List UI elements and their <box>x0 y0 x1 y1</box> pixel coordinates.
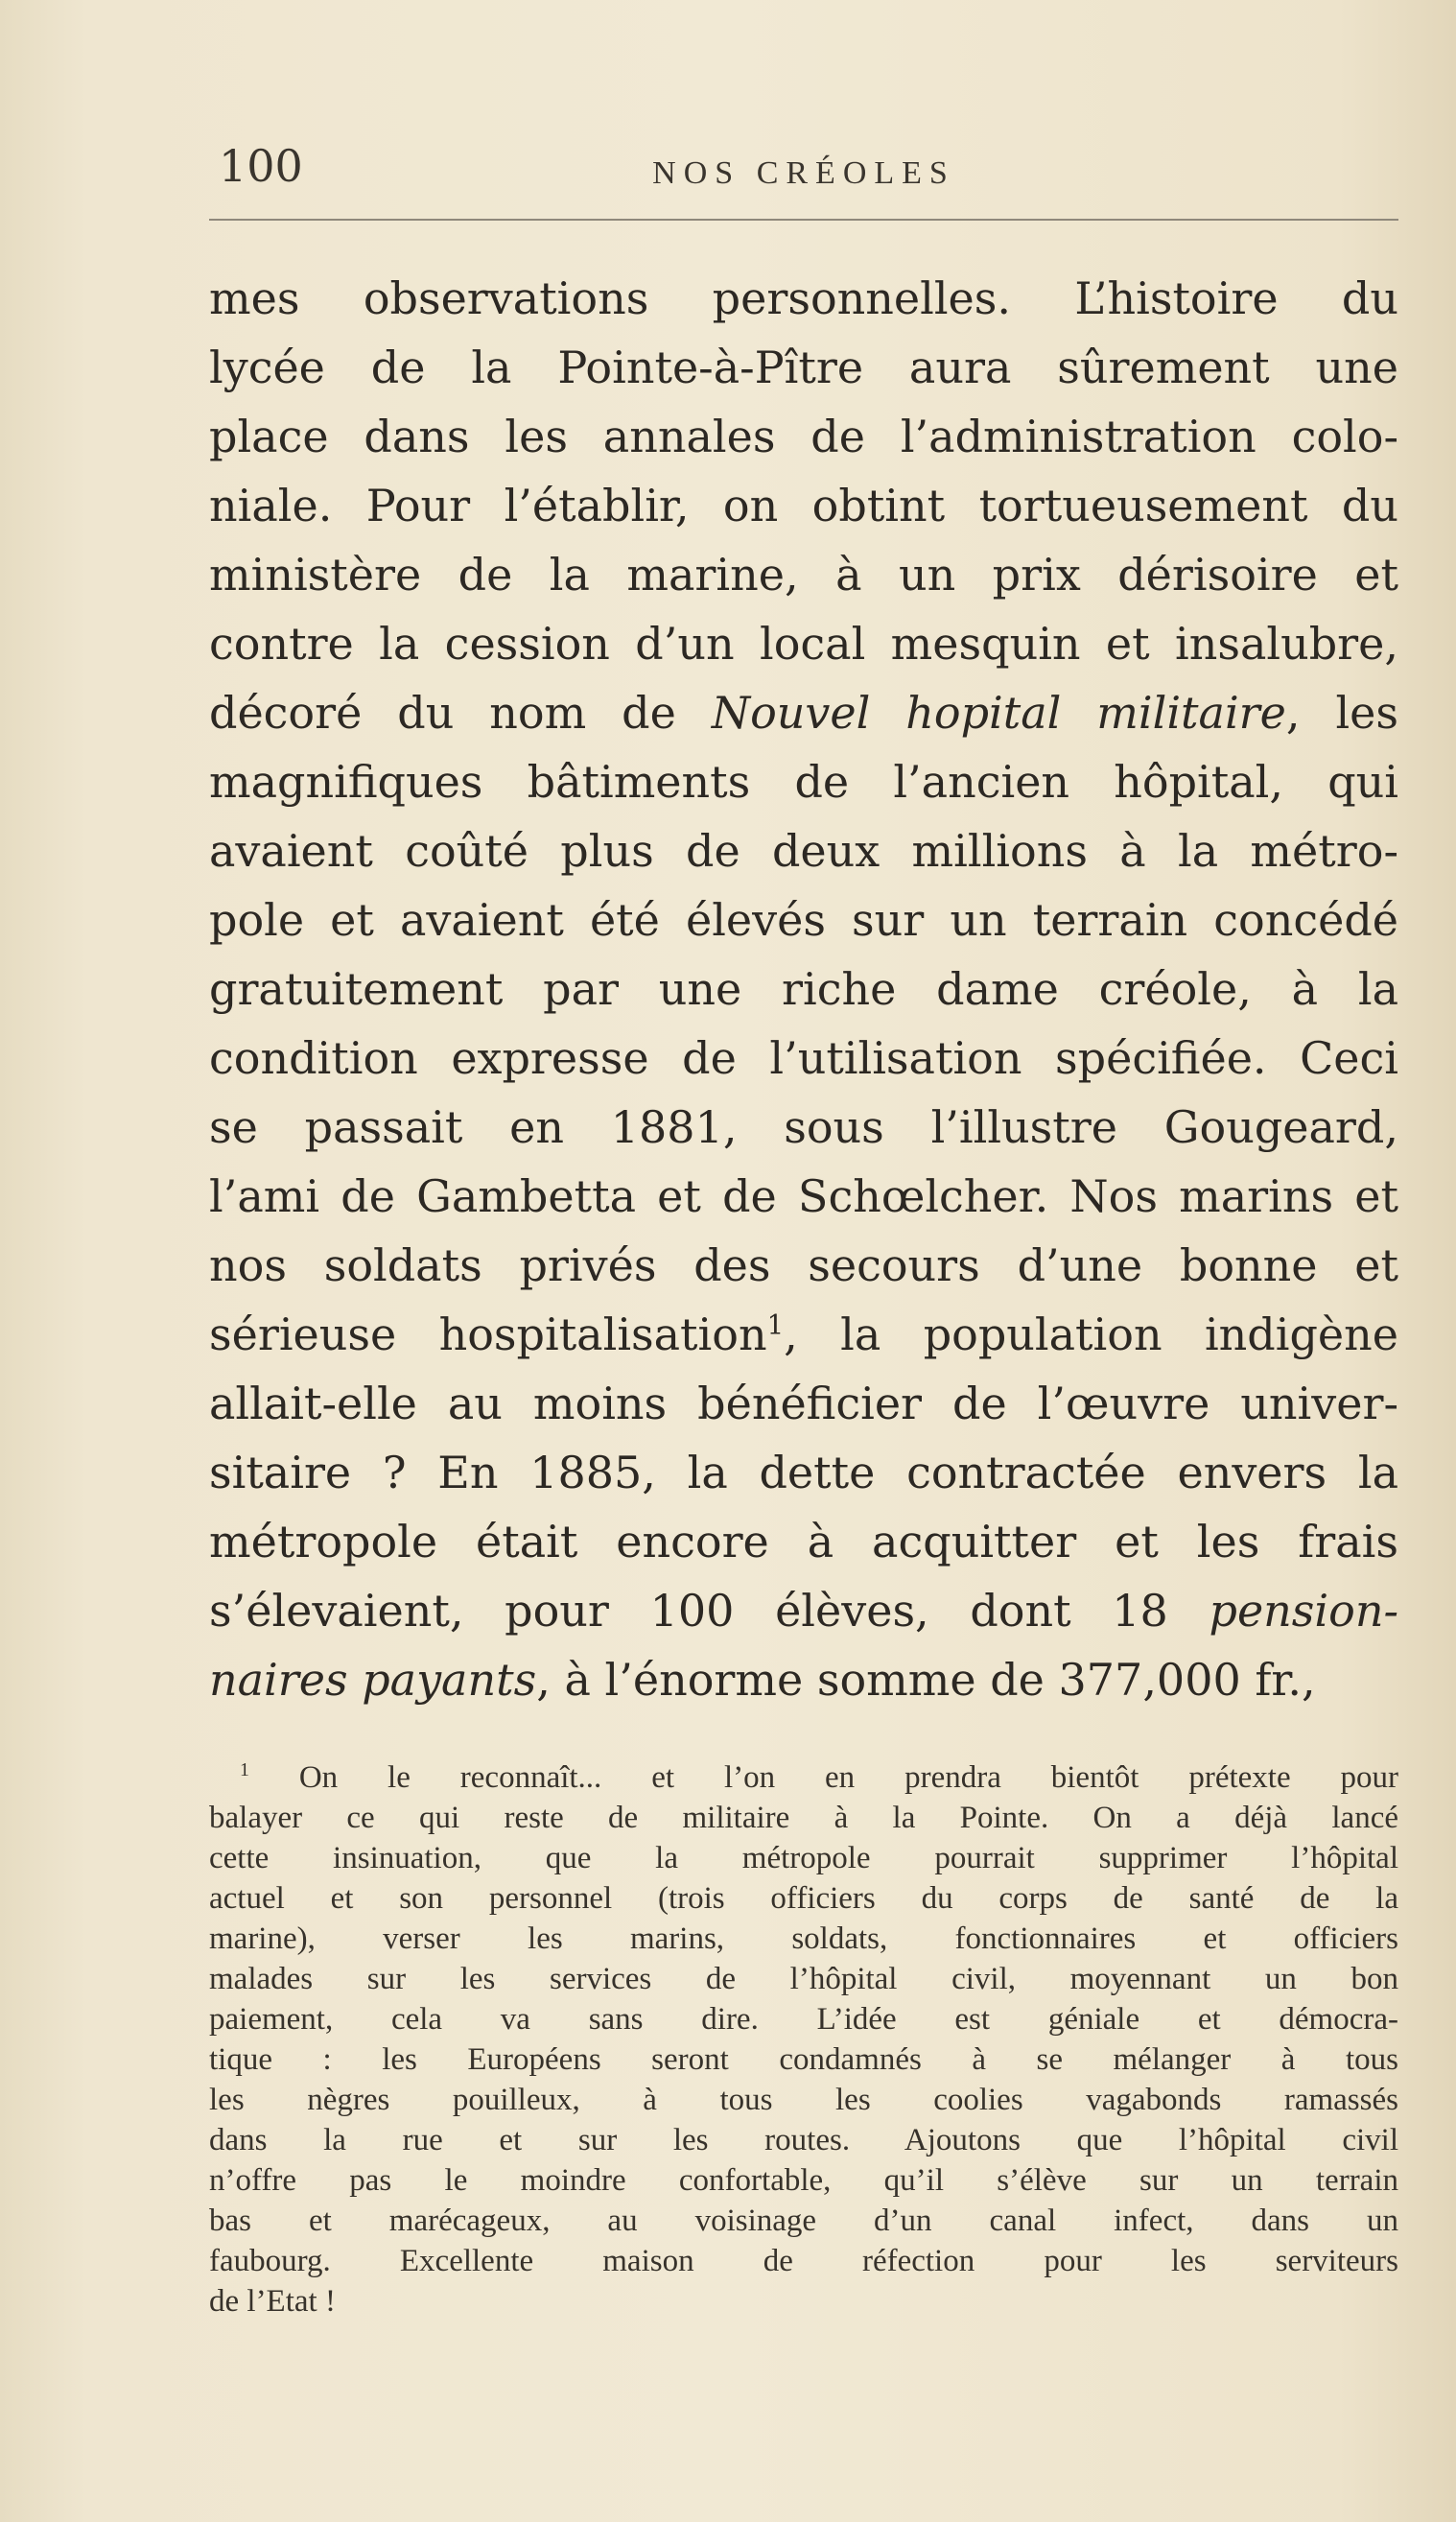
body-line: magnifiques bâtiments de l’ancien hôpital, qui <box>209 756 1398 808</box>
body-line: mes observations personnelles. L’histoire du <box>209 272 1398 324</box>
footnote-reference: 1 <box>766 1308 785 1341</box>
footnote-marker: 1 <box>240 1759 249 1780</box>
body-text-segment: , à l’énorme somme de 377,000 fr., <box>536 1654 1316 1706</box>
footnote-line: tique : les Européens seront condamnés à se mélanger à tous <box>209 2042 1398 2077</box>
body-text-segment: s’élevaient, pour 100 élèves, dont 18 <box>209 1585 1168 1637</box>
body-line: contre la cession d’un local mesquin et insalubre, <box>209 618 1398 670</box>
body-text-segment: sérieuse hospitalisation <box>209 1308 767 1360</box>
body-line: place dans les annales de l’administration colo- <box>209 411 1398 462</box>
body-line: nos soldats privés des secours d’une bonne et <box>209 1239 1398 1291</box>
footnote-line: bas et marécageux, au voisinage d’un canal infect, dans un <box>209 2204 1398 2238</box>
body-line: niale. Pour l’établir, on obtint tortueusement du <box>209 480 1398 531</box>
footnote-line: marine), verser les marins, soldats, fonctionnaires et officiers <box>209 1921 1398 1956</box>
body-text-segment: , la population indigène <box>784 1308 1398 1360</box>
italic-segment: naires payants <box>209 1654 537 1706</box>
italic-title-segment: Nouvel hopital militaire <box>711 687 1286 739</box>
body-line: ministère de la marine, à un prix dérisoire et <box>209 549 1398 601</box>
footnote-line: balayer ce qui reste de militaire à la Pointe. On a déjà lancé <box>209 1801 1398 1835</box>
body-line: sitaire ? En 1885, la dette contractée envers la <box>209 1447 1398 1498</box>
footnote-line: faubourg. Excellente maison de réfection pour les serviteurs <box>209 2244 1398 2278</box>
footnote-line: cette insinuation, que la métropole pourrait supprimer l’hôpital <box>209 1841 1398 1875</box>
footnote-line <box>209 1757 1398 1798</box>
body-line: lycée de la Pointe-à-Pître aura sûrement une <box>209 342 1398 393</box>
body-line: condition expresse de l’utilisation spécifiée. Ceci <box>209 1032 1398 1084</box>
footnote-line: les nègres pouilleux, à tous les coolies vagabonds ramassés <box>209 2083 1398 2117</box>
body-text-segment: décoré du nom de <box>209 687 676 739</box>
body-line: pole et avaient été élevés sur un terrain concédé <box>209 894 1398 946</box>
footnote-line: n’offre pas le moindre confortable, qu’il s’élève sur un terrain <box>209 2163 1398 2198</box>
body-line <box>209 1576 1398 1645</box>
footnote <box>209 1757 1398 2322</box>
running-title: NOS CRÉOLES <box>652 155 955 191</box>
body-line: l’ami de Gambetta et de Schœlcher. Nos marins et <box>209 1170 1398 1222</box>
body-line: gratuitement par une riche dame créole, à la <box>209 963 1398 1015</box>
footnote-line: malades sur les services de l’hôpital civil, moyennant un bon <box>209 1962 1398 1996</box>
body-line <box>209 678 1398 747</box>
body-text <box>209 264 1398 1714</box>
body-line: allait-elle au moins bénéficier de l’œuvre univer- <box>209 1378 1398 1429</box>
italic-segment: pension- <box>1209 1585 1398 1637</box>
body-line <box>209 1300 1398 1369</box>
body-line: avaient coûté plus de deux millions à la métro- <box>209 825 1398 877</box>
footnote-line: dans la rue et sur les routes. Ajoutons que l’hôpital civil <box>209 2123 1398 2157</box>
body-line <box>209 1645 1398 1714</box>
body-line: métropole était encore à acquitter et les frais <box>209 1516 1398 1567</box>
footnote-line: de l’Etat ! <box>209 2284 336 2319</box>
header-rule <box>209 219 1398 221</box>
footnote-line: paiement, cela va sans dire. L’idée est géniale et démocra- <box>209 2002 1398 2037</box>
footnote-text: On le reconnaît... et l’on en prendra bientôt prétexte pour <box>298 1760 1399 1795</box>
footnote-line: actuel et son personnel (trois officiers du corps de santé de la <box>209 1881 1398 1916</box>
page-header <box>209 134 1398 201</box>
page-number: 100 <box>219 140 303 192</box>
body-text-segment: , les <box>1285 687 1398 739</box>
body-line: se passait en 1881, sous l’illustre Gougeard, <box>209 1101 1398 1153</box>
